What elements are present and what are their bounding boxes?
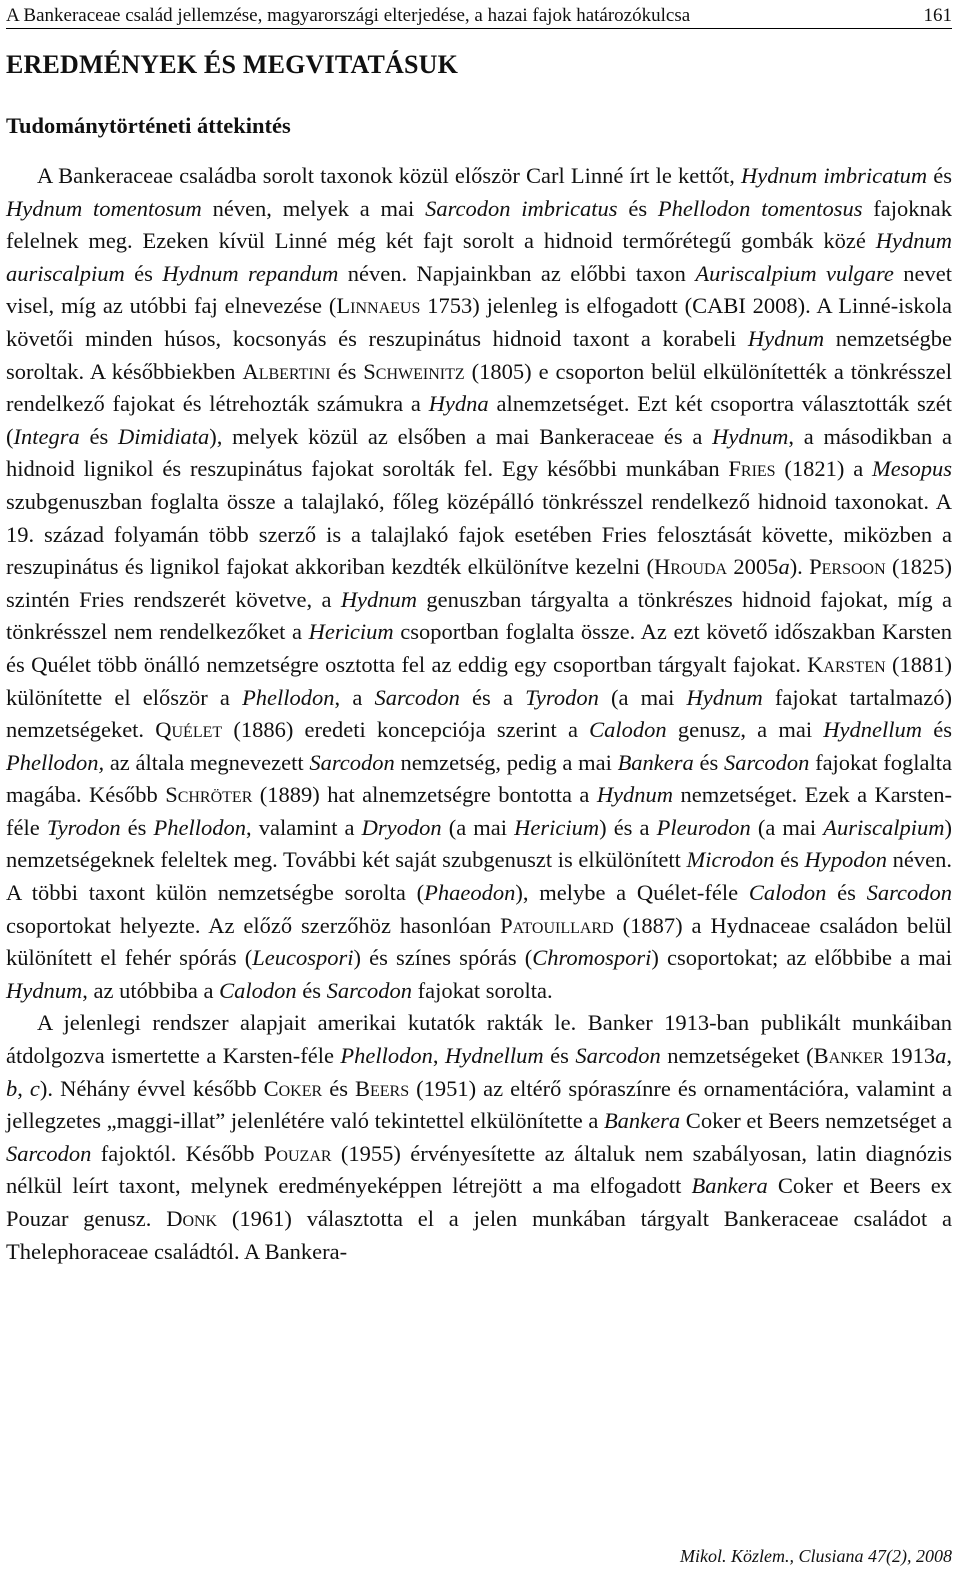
text-run: A Bankeraceae családba sorolt taxonok közül először Carl Linné írt le kettőt, [37,163,741,188]
italic-run: a [778,554,790,580]
text-run: és [927,163,953,188]
running-title: A Bankeraceae család jellemzése, magyarországi elterjedése, a hazai fajok határozókulcsa [6,5,691,26]
text-run: 1913 [883,1043,936,1069]
italic-run: c [29,1075,40,1101]
text-run: ) és a [599,814,657,840]
text-run: alnemzetséget. Ezt két csoportra választották szét ( [6,391,952,449]
smallcaps-run: Pouzar [263,1140,332,1166]
text-run: genuszban tárgyalta a tönkrészes hidnoid fajokat, míg a tönkrésszel nem rendelkezőket a [6,586,952,645]
text-run: Coker et Beers nemzetséget a [680,1108,952,1134]
text-run: ). [789,554,810,580]
italic-run: Hydnum [6,977,83,1003]
text-run: (1951) az eltérő spóraszínre és ornamentációra, valamint a jellegzetes „maggi-illat” jelenlétére való tekintettel elkülönítette a [6,1075,953,1134]
italic-run: Hydnum repandum [162,260,339,286]
smallcaps-run: Quélet [155,717,223,743]
italic-run: Tyrodon [525,684,599,710]
italic-run: Hydnum [712,423,789,449]
text-run: fajokat tartalmazó) nemzetségeket. [6,684,952,743]
italic-run: Hydnum [747,325,825,351]
text-run: (1821) a [775,456,872,482]
italic-run: Auriscalpium [823,814,945,840]
text-run: és a [459,684,526,710]
text-run: néven. Napjainkban az előbbi taxon [338,260,696,286]
text-run: , az utóbbiba a [82,977,220,1003]
italic-run: Calodon [219,977,297,1003]
italic-run: Hydnum [340,586,418,612]
italic-run: a [935,1043,947,1069]
text-run: ), melybe a Quélet-féle [515,880,749,906]
text-run: (1825) szintén Fries rendszerét követve, a [6,554,952,612]
italic-run: Hericium [308,619,394,645]
italic-run: Hydnellum [823,717,923,743]
italic-run: Bankera [691,1173,768,1199]
smallcaps-run: Beers [354,1075,410,1101]
text-run: és [693,749,724,775]
italic-run: Pleurodon [656,814,751,840]
italic-run: Calodon [748,880,827,906]
italic-run: Phellodon tomentosus [657,195,863,221]
text-run: csoportokat helyezte. Az előző szerzőhöz hasonlóan [6,912,501,938]
text-run: nemzetség, pedig a mai [394,749,618,775]
italic-run: Tyrodon [46,814,121,840]
smallcaps-run: Hrouda [653,554,728,580]
text-run: (1955) érvényesítette az általuk nem szabályosan, latin diagnózis nélkül leírt taxont, melynek eredményeképpen létrejött a ma elfogadott [6,1140,952,1199]
smallcaps-run: Linnaeus [336,293,421,319]
italic-run: Dryodon [361,814,442,840]
text-run: és [617,195,658,221]
text-run: és [120,814,154,840]
smallcaps-run: Schröter [165,782,253,808]
italic-run: Bankera [617,749,694,775]
text-run: és [543,1043,576,1069]
text-run: (1961) választotta el a jelen munkában tárgyalt Bankeraceae családot a Thelephoraceae családtól. A Bankera- [6,1206,952,1264]
text-run: ) csoportokat; az előbbibe a mai [651,945,952,971]
text-run: és [774,847,805,873]
italic-run: Auriscalpium vulgare [695,260,894,286]
paragraph-1 [6,160,952,1007]
text-run: csoportban foglalta össze. Az ezt követő időszakban Karsten és Quélet több önálló nemzetségre osztotta fel az eddig egy csoportban tárgyalt fajokat. [6,619,953,677]
text-run: , [432,1043,445,1069]
running-header [6,4,952,29]
text-run: fajokat sorolta. [412,977,553,1003]
text-run: ), melyek közül az elsőben a mai Bankeraceae és a [209,423,713,449]
italic-run: b [6,1075,18,1101]
text-run: (a mai [441,814,515,840]
text-run: (1886) eredeti koncepciója szerint a [222,717,590,743]
italic-run: Sarcodon [374,684,460,710]
section-title: EREDMÉNYEK ÉS MEGVITATÁSUK [6,50,459,79]
text-run: ) és színes spórás ( [353,945,533,971]
italic-run: Leucospori [252,945,354,971]
italic-run: Hydnum imbricatum [741,163,928,188]
smallcaps-run: Patouillard [500,912,614,938]
text-run: (1805) e csoporton belül elkülönítették a tönkrésszel rendelkező fajokat és létrehozták számukra a [6,358,952,417]
page-number: 161 [923,5,952,26]
italic-run: Hydnum tomentosum [6,195,202,221]
text-run: , [17,1075,30,1101]
text-run: és [330,358,364,384]
text-run: és [322,1075,355,1101]
text-run: (a mai [598,684,687,710]
text-run: fajoktól. Később [91,1140,264,1166]
text-run: az általa megnevezett [104,749,310,775]
smallcaps-run: Schweinitz [363,358,465,384]
text-run: (a mai [750,814,824,840]
text-run: fajoknak felelnek meg. Ezeken kívül Linné még két fajt sorolt a hidnoid termőrétegű gombák közé [6,195,952,254]
italic-run: Chromospori [532,945,652,971]
italic-run: Microdon [686,847,775,873]
text-run: szubgenuszban foglalta össze a talajlakó, főleg középálló tönkrésszel rendelkező hidnoid taxonokat. A 19. század folyamán több szerző is a talajlakó fajok esetében Fries felosztását követte, miközben a reszupinátus és lignikol fajokat akkoriban kezdték elkülönítve kezelni ( [6,488,952,580]
italic-run: Hericium [514,814,600,840]
smallcaps-run: Banker [813,1043,884,1069]
body-text [6,160,952,1268]
text-run: , [946,1043,953,1069]
text-run: (1889) hat alnemzetségre bontotta a [252,782,597,808]
text-run: 1753) jelenleg is elfogadott (CABI 2008). A Linné-iskola követői minden húsos, kocsonyás és reszupinátus hidnoid taxont a korabeli [6,293,952,351]
text-run: nevet visel, míg az utóbbi faj elnevezése ( [6,260,953,319]
text-run: (1887) a Hydnaceae családon belül különített el fehér spórás ( [6,912,952,971]
italic-run: Mesopus [872,456,952,482]
text-run: genusz, a mai [666,717,824,743]
text-run: és [79,423,118,449]
italic-run: Integra [13,423,80,449]
text-run: és [124,260,163,286]
text-run: ). Néhány évvel később [39,1075,264,1101]
subsection-title: Tudománytörténeti áttekintés [6,113,291,138]
italic-run: Hydnum auriscalpium [6,228,952,286]
smallcaps-run: Donk [166,1206,218,1231]
italic-run: Hydna [428,391,489,417]
smallcaps-run: Coker [263,1075,323,1101]
italic-run: Sarcodon [309,749,395,775]
italic-run: Sarcodon [326,977,412,1003]
italic-run: Phellodon [153,814,246,840]
journal-citation: Mikol. Közlem., Clusiana 47(2), 2008 [680,1546,952,1566]
text-run: A jelenlegi rendszer alapjait amerikai kutatók rakták le. Banker 1913-ban publikált munkáiban átdolgozva ismertette a Karsten-féle [6,1010,952,1069]
smallcaps-run: Karsten [807,651,886,677]
smallcaps-run: Persoon [809,554,886,580]
text-run: és [826,880,867,906]
italic-run: Phellodon [340,1043,433,1069]
italic-run: Hydnum [596,782,674,808]
italic-run: Phellodon, [6,749,105,775]
text-run: fajokat foglalta magába. Később [6,749,952,808]
text-run: , a [334,684,375,710]
text-run: és [296,977,327,1003]
italic-run: Hydnum [686,684,763,710]
italic-run: Calodon [589,717,667,743]
text-run: (1881) különítette el először a [6,651,952,710]
text-run: , a másodikban a hidnoid lignikol és reszupinátus fajokat sorolták fel. Egy későbbi munkában [6,423,952,482]
text-run: és [922,717,952,743]
italic-run: Phellodon [242,684,335,710]
italic-run: Sarcodon [6,1140,92,1166]
paragraph-2 [6,1007,952,1268]
smallcaps-run: Albertini [242,358,331,384]
text-run: néven. A többi taxont külön nemzetségbe sorolta ( [6,847,952,906]
italic-run: Sarcodon [723,749,810,775]
text-run: nemzetséget. Ezek a Karsten-féle [6,782,952,840]
italic-run: Hypodon [804,847,887,873]
italic-run: Sarcodon [866,880,953,906]
text-run: nemzetségeket ( [660,1043,814,1069]
italic-run: Phaeodon [424,880,516,906]
smallcaps-run: Fries [728,456,776,482]
text-run: , valamint a [246,814,362,840]
text-run: Coker et Beers ex Pouzar genusz. [6,1173,953,1231]
italic-run: Dimidiata [118,423,210,449]
text-run: nemzetségbe soroltak. A későbbiekben [6,325,952,384]
text-run: néven, melyek a mai [201,195,426,221]
italic-run: Sarcodon [575,1043,661,1069]
text-run: 2005 [727,554,779,580]
italic-run: Sarcodon imbricatus [425,195,618,221]
italic-run: Hydnellum [444,1043,544,1069]
text-run: ) nemzetségeknek feleltek meg. További két saját szubgenuszt is elkülönített [6,814,953,873]
italic-run: Bankera [603,1108,681,1134]
